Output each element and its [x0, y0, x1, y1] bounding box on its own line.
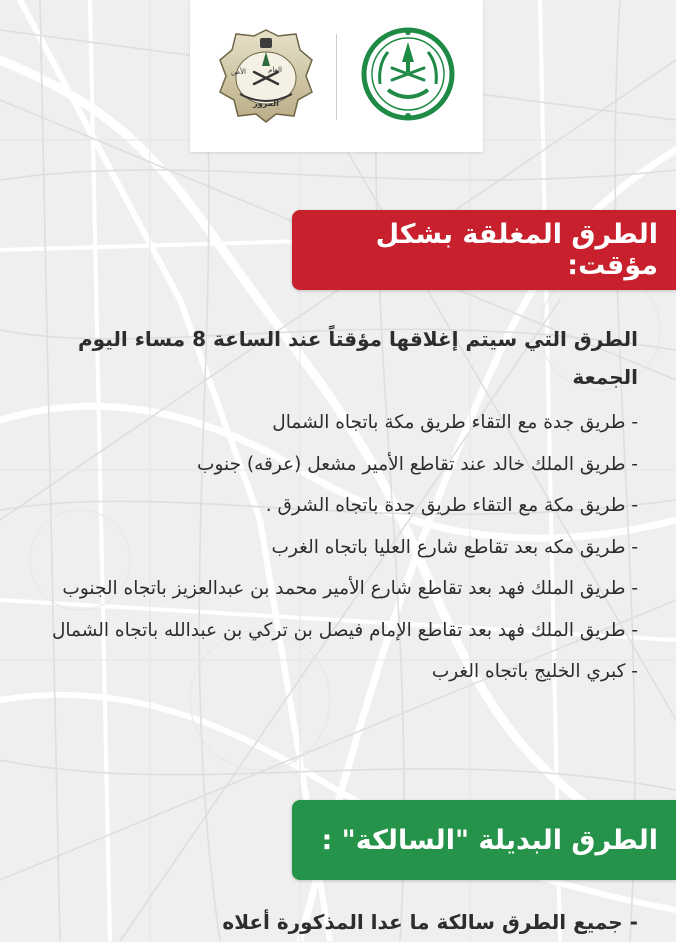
closed-roads-lead: الطرق التي سيتم إغلاقها مؤقتاً عند الساعة 8 مساء اليوم الجمعة: [78, 327, 638, 389]
closed-roads-title: الطرق المغلقة بشكل مؤقت:: [375, 219, 658, 281]
alternative-roads-text: - جميع الطرق سالكة ما عدا المذكورة أعلاه: [222, 910, 638, 934]
closed-roads-list: [38, 402, 638, 693]
ministry-of-interior-emblem: [358, 24, 458, 124]
list-item: - طريق الملك فهد بعد تقاطع الإمام فيصل بن تركي بن عبدالله باتجاه الشمال: [51, 619, 638, 641]
list-item: - طريق الملك فهد بعد تقاطع شارع الأمير محمد بن عبدالعزيز باتجاه الجنوب: [62, 578, 638, 599]
list-item: - طريق الملك خالد عند تقاطع الأمير مشعل (عرقه) جنوب: [197, 453, 638, 475]
list-item: - طريق مكه بعد تقاطع شارع العليا باتجاه الغرب: [271, 536, 638, 558]
badge-text-security: الأمن: [230, 68, 246, 76]
closed-roads-section: [38, 320, 638, 693]
logo-divider: [336, 34, 337, 120]
traffic-police-badge: [216, 24, 316, 124]
list-item: - طريق مكة مع التقاء طريق جدة باتجاه الشرق .: [265, 495, 638, 516]
badge-text-traffic: المرور: [253, 99, 279, 108]
logo-card: [190, 0, 483, 152]
closed-roads-banner: [292, 210, 676, 290]
alternative-roads-banner: [292, 800, 676, 880]
list-item: - طريق جدة مع التقاء طريق مكة باتجاه الشمال: [272, 412, 638, 433]
list-item: - كبري الخليج باتجاه الغرب: [431, 661, 638, 682]
badge-text-general: العام: [268, 66, 282, 74]
alternative-roads-title: الطرق البديلة "السالكة" :: [321, 824, 658, 856]
